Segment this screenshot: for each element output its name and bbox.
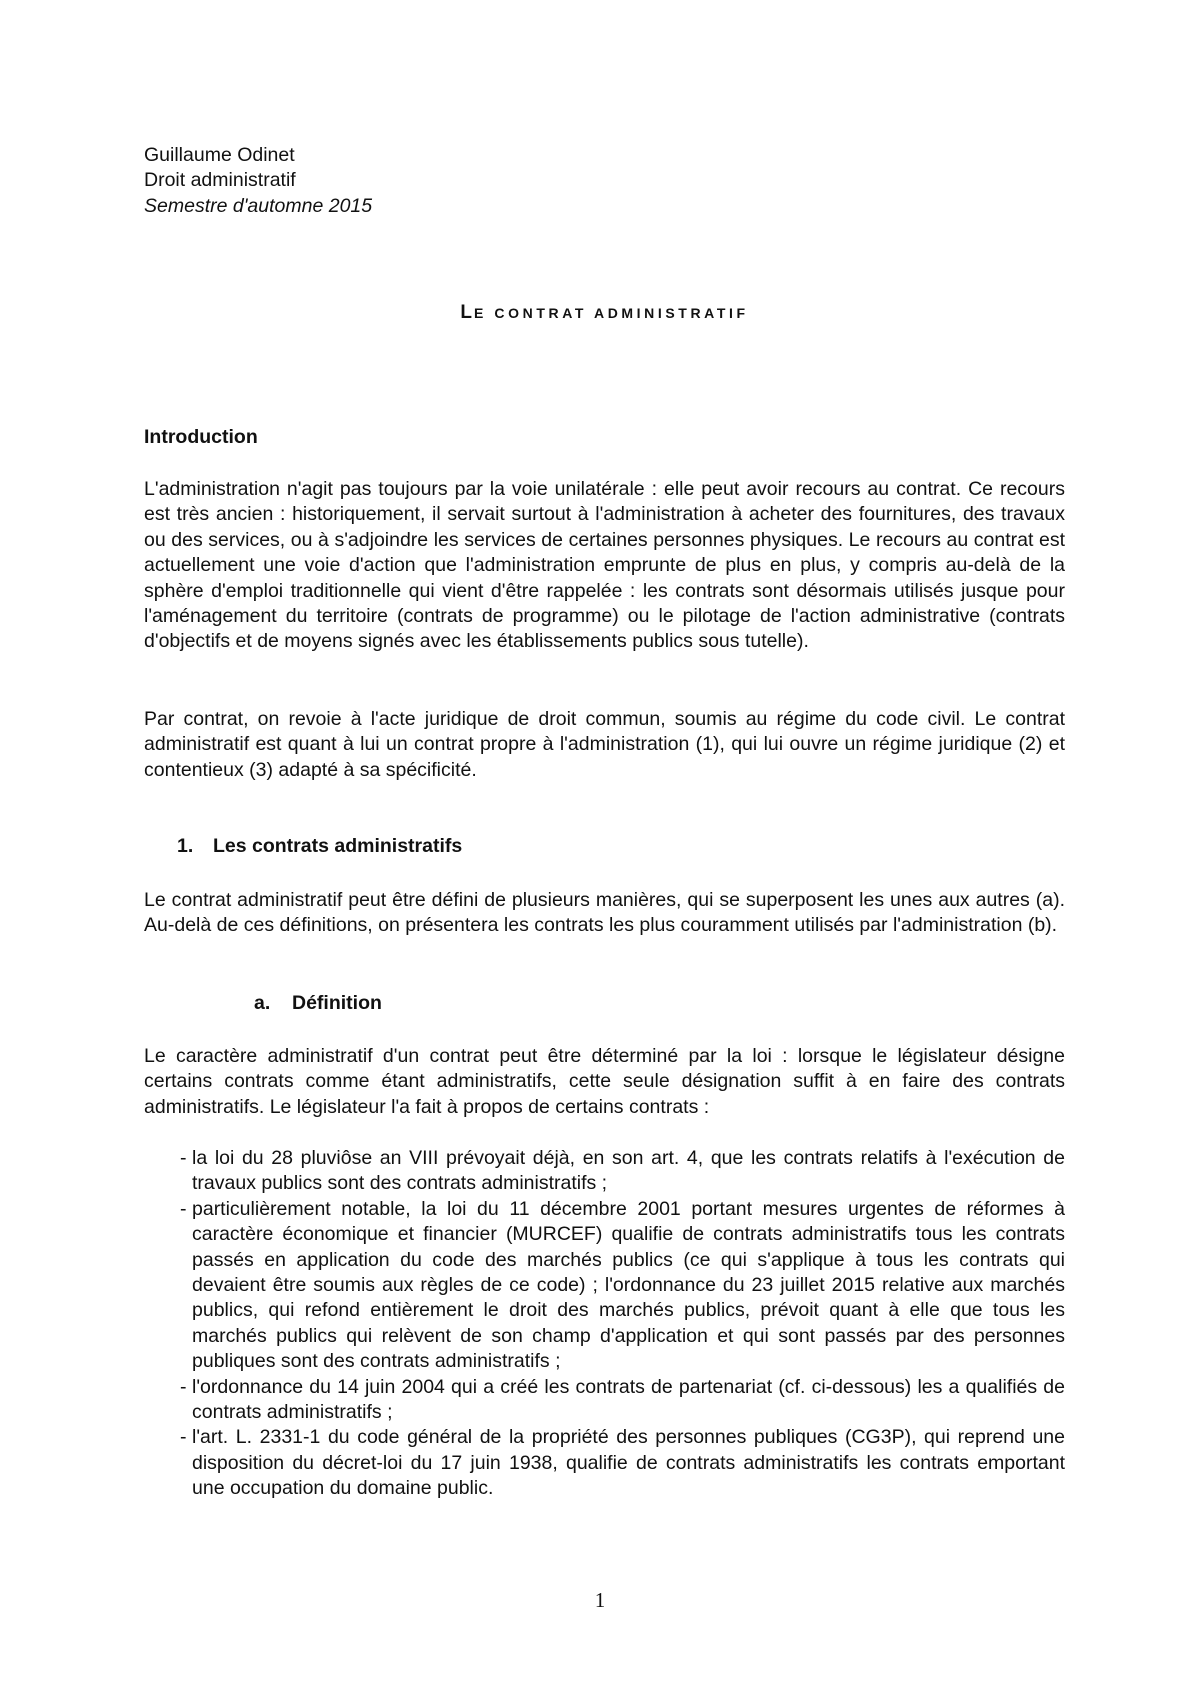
page-number: 1 <box>594 1588 606 1612</box>
list-item-text: l'ordonnance du 14 juin 2004 qui a créé les contrats de partenariat (cf. ci-dessous) les a qualifiés de contrats administratifs ; <box>192 1375 1065 1424</box>
course-name: Droit administratif <box>144 169 296 192</box>
list-item-text: particulièrement notable, la loi du 11 décembre 2001 portant mesures urgentes de réformes à caractère économique et financier (MURCEF) qualifie de contrats administratifs tous les contrats passés en application du code des marchés publics (ce qui s'applique à tous les contrats qui devaient être soumis aux règles de ce code) ; l'ordonnance du 23 juillet 2015 relative aux marchés publics, qui refond entièrement le droit des marchés publics, prévoit quant à elle que tous les marchés publics qui relèvent de son champ d'application et qui sont passés par des personnes publiques sont des contrats administratifs ; <box>192 1197 1065 1373</box>
author-name: Guillaume Odinet <box>144 144 295 166</box>
list-item-text: l'art. L. 2331-1 du code général de la propriété des personnes publiques (CG3P), qui reprend une disposition du décret-loi du 17 juin 1938, qualifie de contrats administratifs les contrats emportant une occupation du domaine public. <box>192 1426 1065 1500</box>
document-title <box>144 300 1065 326</box>
list-dash: - <box>180 1375 187 1398</box>
section-1-title: Les contrats administratifs <box>213 835 463 857</box>
introduction-paragraph-2: Par contrat, on revoie à l'acte juridique de droit commun, soumis au régime du code civil. Le contrat administratif est quant à lui un contrat propre à l'administration (1), qui lui ouvre un régime juridique (2) et contentieux (3) adapté à sa spécificité. <box>144 708 1065 781</box>
list-item <box>144 1425 1065 1501</box>
title-rest: CONTRAT ADMINISTRATIF <box>494 305 749 321</box>
semester-label: Semestre d'automne 2015 <box>144 194 373 217</box>
legislation-list <box>144 1146 1065 1502</box>
introduction-paragraph-1: L'administration n'agit pas toujours par la voie unilatérale : elle peut avoir recours au contrat. Ce recours est très ancien : historiquement, il servait surtout à l'administration à acheter des fournitures, des travaux ou des services, ou à s'adjoindre les services de certaines personnes physiques. Le recours au contrat est actuellement une voie d'action que l'administration emprunte de plus en plus, y compris au-delà de la sphère d'emploi traditionnelle qui vient d'être rappelée : les contrats sont désormais utilisés jusque pour l'aménagement du territoire (contrats de programme) ou le pilotage de l'action administrative (contrats d'objectifs et de moyens signés avec les établissements publics sous tutelle). <box>144 478 1065 653</box>
page-content <box>144 143 1065 1500</box>
subsection-a-heading <box>254 991 382 1016</box>
title-first-letter: L <box>460 302 474 323</box>
subsection-a-title: Définition <box>292 992 382 1014</box>
list-item <box>144 1375 1065 1426</box>
list-item <box>144 1146 1065 1197</box>
subsection-a-paragraph: Le caractère administratif d'un contrat peut être déterminé par la loi : lorsque le législateur désigne certains contrats comme étant administratifs, cette seule désignation suffit à en faire des contrats administratifs. Le législateur l'a fait à propos de certains contrats : <box>144 1045 1065 1118</box>
list-item <box>144 1197 1065 1375</box>
title-first-word-rest: E <box>473 305 487 321</box>
introduction-heading: Introduction <box>144 426 258 448</box>
section-1-number: 1. <box>177 835 194 857</box>
list-dash: - <box>180 1426 187 1449</box>
list-dash: - <box>180 1147 187 1169</box>
section-1-heading <box>177 834 462 859</box>
subsection-a-number: a. <box>254 992 271 1014</box>
section-1-paragraph: Le contrat administratif peut être défini de plusieurs manières, qui se superposent les unes aux autres (a). Au-delà de ces définitions, on présentera les contrats les plus couramment utilisés par l'administration (b). <box>144 889 1065 937</box>
list-dash: - <box>180 1197 187 1220</box>
list-item-text: la loi du 28 pluviôse an VIII prévoyait déjà, en son art. 4, que les contrats relatifs à l'exécution de travaux publics sont des contrats administratifs ; <box>192 1147 1065 1195</box>
